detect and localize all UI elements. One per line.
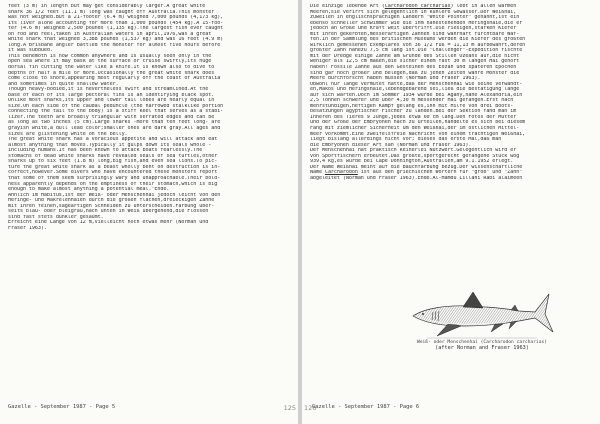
text-line: grayish white,a dull lead color;smaller ones are dark gray.All ages and xyxy=(8,126,221,132)
text-line: The great white shark has a voracious appetite and will attack and eat xyxy=(8,137,218,143)
text-line: Der Menschenhai hat praktisch keinerlei Nutzwert.Gelegentlich wird er xyxy=(310,148,517,154)
text-line: zuweilen in englischsprachigen Ländern "White Pointer" genannt,ist ein xyxy=(310,15,520,21)
shark-illustration xyxy=(407,286,557,351)
text-line: Der Name Weißhai meint auf die Bauchfärbung bezug.Der wissenschaftliche xyxy=(310,164,523,170)
text-line: sharks up to six feet (1.8 m) long,big fish,and even sea lions.To pic- xyxy=(8,159,218,165)
text-line: ebenso schneller Schwimmer wie die ihm nahestehenden Heringshaie,die er xyxy=(310,20,523,26)
text-line: mehrstündigen,heftigen Kampf gelang es,ihn mit Hilfe von drei Boots- xyxy=(310,103,514,109)
text-line: mit ihren feinen,sägeartigen Schneiden zu unterscheiden.Färbung über- xyxy=(8,203,215,209)
text-line: feet (3 m) in length but may get considerably larger.A great white xyxy=(8,4,206,9)
text-fragment: ) lebt in allen warmen xyxy=(450,4,517,9)
text-line: white shark that weighed 3,388 pounds (1,537 kg) and was 16 feet (4.9 m) xyxy=(8,37,224,43)
text-line: 2,5 Tonnen schwerer und über 4,30 m messender Hai gefangen.Erst nach xyxy=(310,98,514,104)
text-line: Meere durchforscht haben müssen (Norman und Fraser 1963). xyxy=(310,76,481,82)
text-line: it was subdued. xyxy=(8,48,53,54)
species-name: Carcharodon carcharias xyxy=(384,4,451,9)
text-line: von Sportfischern erbeutet.Das größte,sportgerecht gefangene Stück wog xyxy=(310,153,520,159)
text-line: ture the great white shark as a beast wholly bent on destruction is in- xyxy=(8,164,221,170)
text-line: weniger als 12,5 cm maßen,die sicher einem fast 30 m langen Hai gehört xyxy=(310,59,520,65)
text-line: enough to make almost anything a potential meal."Ende. xyxy=(8,187,170,193)
figure-caption: Weiß- oder Menschenhai (Carcharodon carcharias) xyxy=(417,340,547,345)
text-line: mit ihren gekerbten,messerartigen Zähnen sind wahrhaft furchtbare Waf- xyxy=(310,31,520,37)
text-line: dorsal fin cutting the water like a knife.It is known also to dive to xyxy=(8,65,215,71)
text-line: sind fast stets dunkler gesäumt. xyxy=(8,214,104,220)
species-name: Carcharodon xyxy=(324,170,358,176)
text-line: haben! Fossile Zähne aus den Gesteinen des Eozän und späteren Epochen xyxy=(310,65,517,71)
text-line: including humans.It has been known to attack boats fearlessly.The xyxy=(8,148,203,154)
text-line: and sometimes in quite shallow water. xyxy=(8,81,119,87)
right-page-number: 126 xyxy=(304,404,317,412)
figure-credit: (after Norman and Fraser 1963) xyxy=(435,345,529,351)
text-line: auf sich warten.Doch im Sommer 1934 wurde bei Agany,nahe Alexandria,ein xyxy=(310,92,523,98)
text-fragment: Name xyxy=(310,170,325,176)
right-page-text xyxy=(310,4,592,182)
text-line: seits blau- oder bleigrau,nach unten in Weiß übergehend,die Flossen xyxy=(8,209,209,215)
text-line: liegt bislang allerdings nicht vor; dieses das erste Mal,daß man xyxy=(310,137,502,143)
text-line: connecting the tail to the body) is a stiff keel that serves as a stabi- xyxy=(8,109,224,115)
text-line: fen.In der Sammlung des Britischen Museums werden die Kiefer des größten xyxy=(310,37,526,43)
text-line: Fraser 1963). xyxy=(8,225,47,231)
text-line: stomachs of dead white sharks have revealed seals of sea turtles,other xyxy=(8,153,218,159)
text-line: base of each of its large pectoral fins is an identifying black spot. xyxy=(8,92,215,98)
shark-drawing-icon xyxy=(407,286,557,342)
text-line: ter (4.6 m) weighed 2,500 pounds (1,135 kg).The largest fish ever caught xyxy=(8,26,224,32)
text-line: shark 36 1/2 feet (11.1 m) long was caught off Australia.This monster xyxy=(8,9,215,15)
text-line: as long as two inches (5 cm).Large sharks -more than ten feet long- are xyxy=(8,120,221,126)
left-page-text xyxy=(8,4,292,231)
text-line: abgeleitet (Norman und Fraser 1963).Ende.Al-Hamdu Lillahi Rabi alaimeen xyxy=(310,175,523,181)
text-line: lizer.The teeth are broadly triangular with serrated edges and can be xyxy=(8,114,215,120)
text-line: Obwohl nur lange vermutet hatte,daß der Menschenhai wie seine Verwandt- xyxy=(310,81,523,87)
text-line: sizes are glistening white on the belly. xyxy=(8,131,128,137)
text-line: was not weighed.But a 21-footer (6.4 m) weighed 7,000 pounds (4,173 kg), xyxy=(8,15,224,21)
text-line: sind gar noch größer und belegen,daß zu jenen Zeiten wahre Monster die xyxy=(310,70,520,76)
text-line: Inneren des Tieres 9 Junge,jedes etwa 60 cm lang.Den Fotos der Mutter xyxy=(310,114,517,120)
text-line: und der Größe der Embryonen nach zu urteilen,handelte es sich bei diesem xyxy=(310,120,526,126)
text-line: meer vorkommt.Eine zweifelsfreie Nachricht von einem trächtigen Weißhai, xyxy=(310,131,526,137)
text-line: Meeren,sie verirrt sich gelegentlich in kühlere Gewässer.Der Weißhai, xyxy=(310,9,517,15)
text-line: jedoch an Größe und Kraft weit übertrifft.Die riesigen,starken Kiefer xyxy=(310,26,517,32)
text-line: size.On each side of the caudal peduncle (the narrowed stalklike portion xyxy=(8,103,224,109)
text-line: This behemoth is now common anywhere and is usually seen only in the xyxy=(8,53,212,59)
text-line: wirklich gemessenen Exemplares von 36 1/2 Fuß = 11,13 m aufbewahrt,deren xyxy=(310,42,526,48)
text-line: die Embryonen dieser Art sah (Norman und Fraser 1963). xyxy=(310,142,472,148)
text-line: on rod and reel,taken in Australian waters in april,1976,was a great xyxy=(8,31,212,37)
text-line: ness apparently depends on the emptiness of their stomach,which is big xyxy=(8,181,218,187)
text-line: long.A Brisbane angler battled the monster for almost five hours before xyxy=(8,42,221,48)
text-line: that some of them seem surprisingly wary and unapproachable.Their bold- xyxy=(8,175,221,181)
text-line: besatzungen ägyptischer Fischer zu landen.Bei der Sektion fand man im xyxy=(310,109,517,115)
text-line: en,Makos und Heringshaie,lebendgebärend sei,ließ die Bestätigung lange xyxy=(310,87,520,93)
text-line: come close to shore,appearing most regularly off the coast of Australia xyxy=(8,76,221,82)
left-page-footer: Gazelle - September 1987 - Page 5 xyxy=(8,404,116,410)
text-line: Heringe- und Makrelenhaien durch die großen flachen,dreieckigen Zähne xyxy=(8,198,215,204)
right-page-footer: Gazelle - September 1987 - Page 6 xyxy=(312,404,420,410)
text-line: almost anything that moves.Typically it gulps down its seals whole - xyxy=(8,142,212,148)
right-page xyxy=(302,0,600,424)
text-line: mit der Dredge einige Zähne am Grunde des Stillen Ozeans auf,die nicht xyxy=(310,53,520,59)
text-line: open sea where it may bask at the surface or cruise swiftly,its huge xyxy=(8,59,212,65)
text-line: correct,however.Some divers who have encountered these monsters report xyxy=(8,170,218,176)
text-line: Fang mit ziemlicher Sicherheit um den Weißhai,der im östlichen Mittel- xyxy=(310,126,520,132)
text-fragment: ist aus den griechischen Wörtern für "grob" und "Zahn" xyxy=(357,170,523,176)
text-line: Ähnlich im Habitus,ist der Weiß- oder Menschenhai jedoch leicht von den xyxy=(8,192,221,198)
text-fragment: Die einzige lebende Art ( xyxy=(310,4,385,9)
left-page-number: 125 xyxy=(283,404,296,412)
text-line: Erreicht eine Länge von 12 m,vielleicht noch etwas mehr (Norman und xyxy=(8,220,209,226)
text-line: its liver alone accounting for more than 1,000 pounds (454 kg).A 15-foo- xyxy=(8,20,224,26)
text-line: Though heavy-bodied,it is nevertheless swift and streamlined.At the xyxy=(8,87,209,93)
text-line: 939,4 kg,es wurde bei Cape Donnington,Australien,am 9.1.1952 erlegt. xyxy=(310,159,514,165)
text-line: Unlike most sharks,its upper and lower tail lobes are nearly equal in xyxy=(8,98,215,104)
text-line: depths of half a mile or more.Occasionally the great white shark does xyxy=(8,70,215,76)
left-page xyxy=(0,0,298,424)
text-line: größter Zahn nahezu 7,5 cm lang ist.Die "Challenger"-Expedition fischte xyxy=(310,48,523,54)
